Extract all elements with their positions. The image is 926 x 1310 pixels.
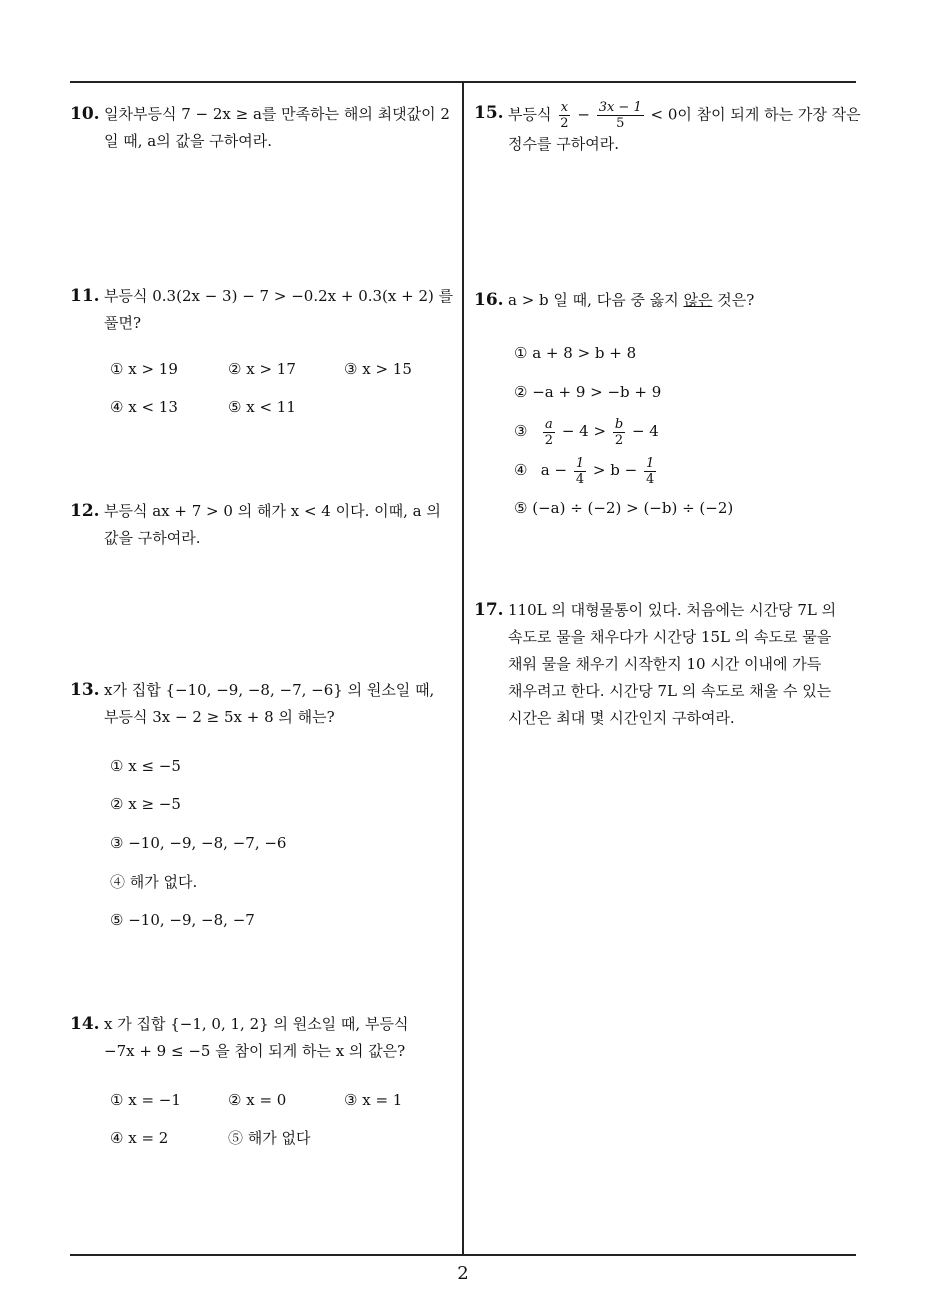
answer-option[interactable]: ⑤ 해가 없다	[228, 1129, 311, 1147]
question-text: x가 집합 {−10, −9, −8, −7, −6} 의 원소일 때,	[104, 681, 435, 699]
fraction	[543, 417, 555, 448]
fraction	[613, 417, 625, 448]
fraction-numerator: 1	[575, 455, 585, 471]
fraction	[558, 100, 570, 131]
option-text: > b −	[592, 461, 638, 479]
question-text: 부등식 ax + 7 > 0 의 해가 x < 4 이다. 이때, a 의	[104, 502, 441, 520]
fraction	[574, 456, 586, 487]
question-text: 일 때, a의 값을 구하여라.	[104, 132, 272, 150]
fraction-denominator: 5	[616, 116, 625, 131]
fraction-numerator: a	[545, 416, 553, 432]
fraction-denominator: 4	[645, 471, 655, 487]
question-text: 시간은 최대 몇 시간인지 구하여라.	[508, 709, 735, 727]
fraction	[644, 456, 656, 487]
question-text-part: a > b 일 때, 다음 중 옳지	[508, 291, 679, 309]
answer-option[interactable]: ③ x > 15	[344, 360, 412, 378]
answer-option[interactable]: ⑤ (−a) ÷ (−2) > (−b) ÷ (−2)	[514, 499, 734, 517]
question-text: x 가 집합 {−1, 0, 1, 2} 의 원소일 때, 부등식	[104, 1015, 409, 1033]
answer-option[interactable]: ① x ≤ −5	[110, 757, 181, 775]
answer-option[interactable]: ⑤ x < 11	[228, 398, 296, 416]
page-number: 2	[457, 1263, 469, 1284]
answer-option[interactable]: ③ x = 1	[344, 1091, 403, 1109]
question-12	[70, 498, 460, 552]
fraction-numerator: 3x − 1	[598, 100, 642, 115]
question-number: 13.	[70, 680, 100, 700]
answer-option[interactable]: ④ x = 2	[110, 1129, 169, 1147]
option-text: − 4 >	[561, 422, 607, 440]
question-text: 값을 구하여라.	[104, 529, 201, 547]
question-number: 12.	[70, 501, 100, 521]
answer-option[interactable]: ② x = 0	[228, 1091, 287, 1109]
question-number: 15.	[474, 103, 504, 123]
option-text: a −	[540, 461, 568, 479]
question-text: 부등식 0.3(2x − 3) − 7 > −0.2x + 0.3(x + 2) 를	[104, 287, 454, 305]
question-text: 채우려고 한다. 시간당 7L 의 속도로 채울 수 있는	[508, 682, 832, 700]
option-mark: ③	[514, 422, 528, 440]
question-11	[70, 283, 460, 337]
question-text: −7x + 9 ≤ −5 을 참이 되게 하는 x 의 값은?	[104, 1042, 406, 1060]
option-mark: ④	[514, 461, 528, 479]
fraction-numerator: 1	[645, 455, 655, 471]
question-text-suffix: < 0이 참이 되게 하는 가장 작은	[650, 105, 861, 124]
underlined-keyword: 않은	[683, 291, 713, 309]
answer-option[interactable]: ⑤ −10, −9, −8, −7	[110, 911, 255, 929]
question-10	[70, 101, 460, 155]
answer-option[interactable]: ① x = −1	[110, 1091, 181, 1109]
question-text: 풀면?	[104, 314, 142, 332]
fraction-denominator: 2	[614, 432, 624, 448]
question-text-prefix: 부등식	[508, 105, 552, 124]
answer-option[interactable]: ① x > 19	[110, 360, 178, 378]
question-13	[70, 677, 460, 731]
question-14	[70, 1011, 460, 1065]
bottom-rule	[70, 1254, 856, 1256]
answer-option[interactable]	[514, 413, 659, 449]
answer-option[interactable]: ② −a + 9 > −b + 9	[514, 383, 662, 401]
minus-sign: −	[577, 105, 590, 124]
fraction-denominator: 2	[544, 432, 554, 448]
fraction-denominator: 2	[560, 116, 569, 131]
question-17	[474, 597, 859, 732]
question-text: 일차부등식 7 − 2x ≥ a를 만족하는 해의 최댓값이 2	[104, 105, 450, 123]
question-15	[474, 100, 859, 158]
question-text: 부등식 3x − 2 ≥ 5x + 8 의 해는?	[104, 708, 335, 726]
question-16	[474, 287, 859, 314]
question-text: 정수를 구하여라.	[508, 135, 619, 153]
question-text: 속도로 물을 채우다가 시간당 15L 의 속도로 물을	[508, 628, 832, 646]
answer-option[interactable]: ② x > 17	[228, 360, 296, 378]
answer-option[interactable]: ④ 해가 없다.	[110, 873, 198, 891]
column-divider	[462, 81, 464, 1255]
answer-option[interactable]: ④ x < 13	[110, 398, 178, 416]
question-text	[508, 100, 859, 131]
fraction-numerator: x	[560, 100, 569, 115]
question-number: 16.	[474, 290, 504, 310]
question-text: 채워 물을 채우기 시작한지 10 시간 이내에 가득	[508, 655, 822, 673]
question-text: 110L 의 대형물통이 있다. 처음에는 시간당 7L 의	[508, 601, 837, 619]
fraction-denominator: 4	[575, 471, 585, 487]
answer-option[interactable]: ② x ≥ −5	[110, 795, 181, 813]
answer-option[interactable]: ③ −10, −9, −8, −7, −6	[110, 834, 287, 852]
answer-option[interactable]	[514, 452, 658, 488]
question-number: 14.	[70, 1014, 100, 1034]
fraction-numerator: b	[614, 416, 624, 432]
question-number: 11.	[70, 286, 100, 306]
answer-option[interactable]: ① a + 8 > b + 8	[514, 344, 637, 362]
fraction	[597, 100, 644, 131]
question-number: 10.	[70, 104, 100, 124]
option-text: − 4	[631, 422, 659, 440]
question-number: 17.	[474, 600, 504, 620]
question-text	[508, 287, 859, 314]
question-text-part: 것은?	[717, 291, 755, 309]
